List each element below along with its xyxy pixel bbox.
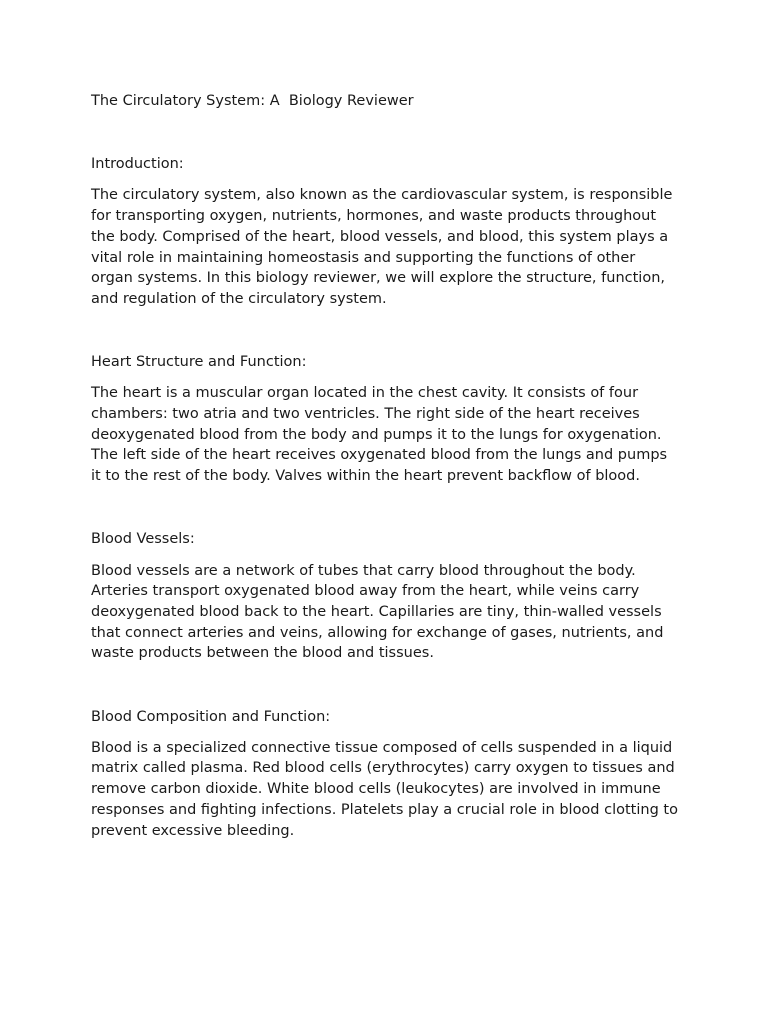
section-introduction [91, 112, 681, 310]
section-paragraph: The heart is a muscular organ located in the chest cavity. It consists of four chambers: two atria and two ventricles. The right side of the heart receives deoxygenated blood from the body and pumps it to the lungs for oxygenation. The left side of the heart receives oxygenated blood from the lungs and pumps it to the rest of the body. Valves within the heart prevent backflow of blood. [91, 385, 668, 485]
section-blood-composition [91, 664, 681, 841]
section-paragraph: Blood vessels are a network of tubes that carry blood throughout the body. Arteries transport oxygenated blood away from the heart, while veins carry deoxygenated blood back to the heart. Capillaries are tiny, thin-walled vessels that connect arteries and veins, allowing for exchange of gases, nutrients, and waste products between the blood and tissues. [91, 562, 664, 662]
section-paragraph: Blood is a specialized connective tissue composed of cells suspended in a liquid matrix called plasma. Red blood cells (erythrocytes) carry oxygen to tissues and remove carbon dioxide. White blood cells (leukocytes) are involved in immune responses and fighting infections. Platelets play a crucial role in blood clotting to prevent excessive bleeding. [91, 739, 678, 839]
document-title: The Circulatory System: A Biology Reviewer [91, 93, 414, 109]
section-heading: Blood Composition and Function: [91, 708, 331, 725]
document-body [91, 91, 681, 841]
section-blood-vessels [91, 487, 681, 664]
section-heading: Heart Structure and Function: [91, 354, 307, 371]
section-paragraph: The circulatory system, also known as the cardiovascular system, is responsible for transporting oxygen, nutrients, hormones, and waste products throughout the body. Comprised of the heart, blood vessels, and blood, this system plays a vital role in maintaining homeostasis and supporting the functions of other organ systems. In this biology reviewer, we will explore the structure, function, and regulation of the circulatory system. [91, 187, 673, 307]
section-heading: Blood Vessels: [91, 531, 195, 548]
section-heading: Introduction: [91, 156, 184, 173]
section-heart-structure [91, 310, 681, 487]
